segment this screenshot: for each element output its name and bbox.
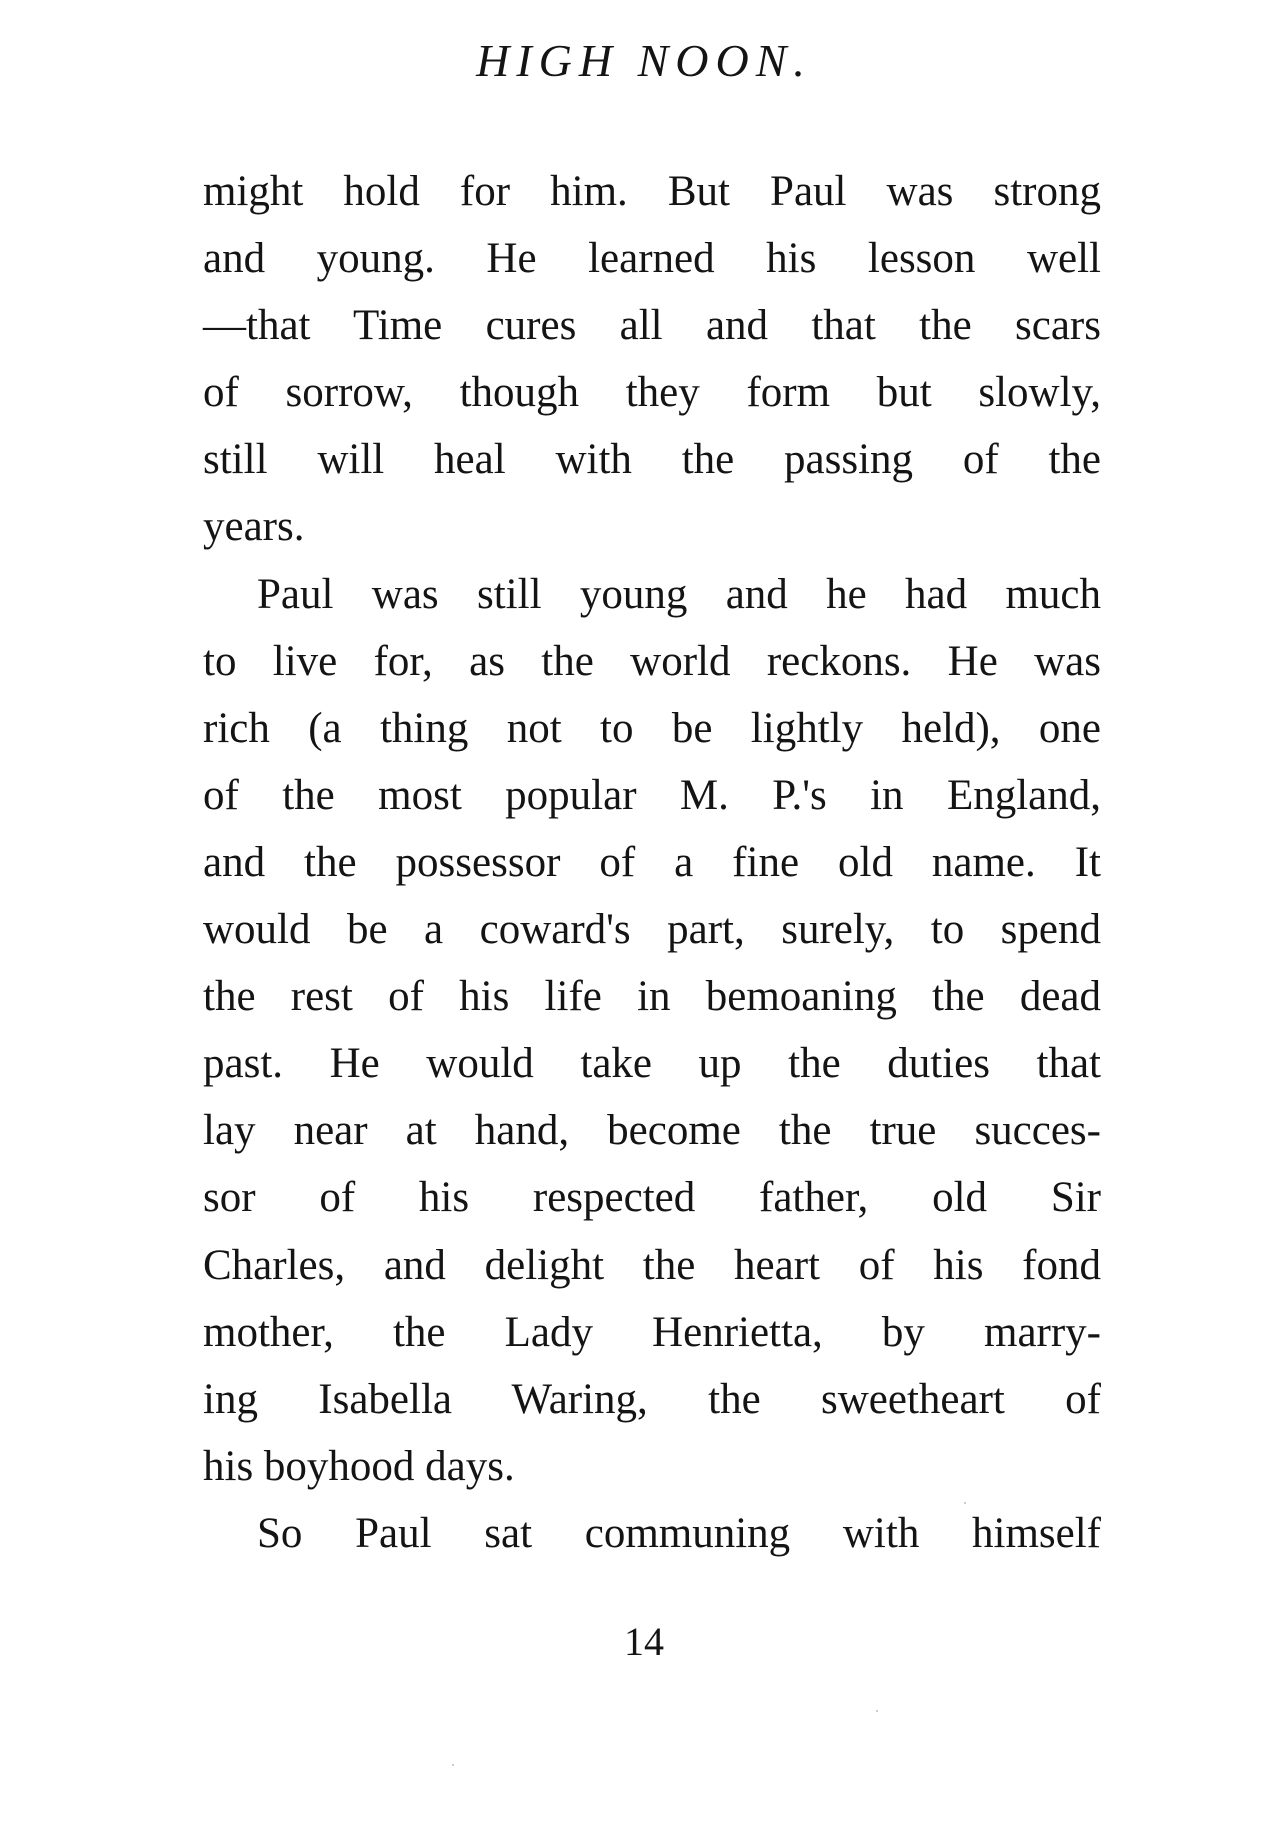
text-line: and young. He learned his lesson well: [203, 235, 1101, 283]
text-line: still will heal with the passing of the: [203, 436, 1101, 484]
text-line: of the most popular M. P.'s in England,: [203, 771, 1101, 819]
text-line: lay near at hand, become the true succes-: [203, 1107, 1101, 1155]
text-line: the rest of his life in bemoaning the dead: [203, 973, 1101, 1021]
text-line: and the possessor of a fine old name. It: [203, 838, 1101, 886]
paper-speck: [876, 1710, 878, 1712]
text-line: sor of his respected father, old Sir: [203, 1174, 1101, 1222]
running-head-title: HIGH NOON.: [476, 35, 812, 86]
text-line: ing Isabella Waring, the sweetheart of: [203, 1375, 1101, 1423]
paragraph-end-line: his boyhood days.: [203, 1442, 515, 1490]
text-line: might hold for him. But Paul was strong: [203, 168, 1101, 215]
text-line: of sorrow, though they form but slowly,: [203, 369, 1101, 417]
text-line: past. He would take up the duties that: [203, 1040, 1101, 1088]
text-line: would be a coward's part, surely, to spend: [203, 906, 1101, 954]
text-line: —that Time cures all and that the scars: [203, 302, 1101, 350]
paper-speck: [452, 1764, 454, 1766]
text-line: rich (a thing not to be lightly held), one: [203, 704, 1101, 752]
paragraph-first-line: So Paul sat communing with himself: [257, 1509, 1101, 1557]
text-line: Charles, and delight the heart of his fond: [203, 1241, 1101, 1289]
text-line: to live for, as the world reckons. He was: [203, 637, 1101, 685]
text-line: mother, the Lady Henrietta, by marry-: [203, 1308, 1101, 1356]
paragraph-end-line: years.: [203, 503, 305, 551]
body-text: [203, 158, 1101, 1567]
paper-speck: [964, 1502, 966, 1504]
running-head: [0, 35, 1288, 86]
paragraph-first-line: Paul was still young and he had much: [257, 570, 1101, 618]
page-number: 14: [624, 1619, 664, 1664]
